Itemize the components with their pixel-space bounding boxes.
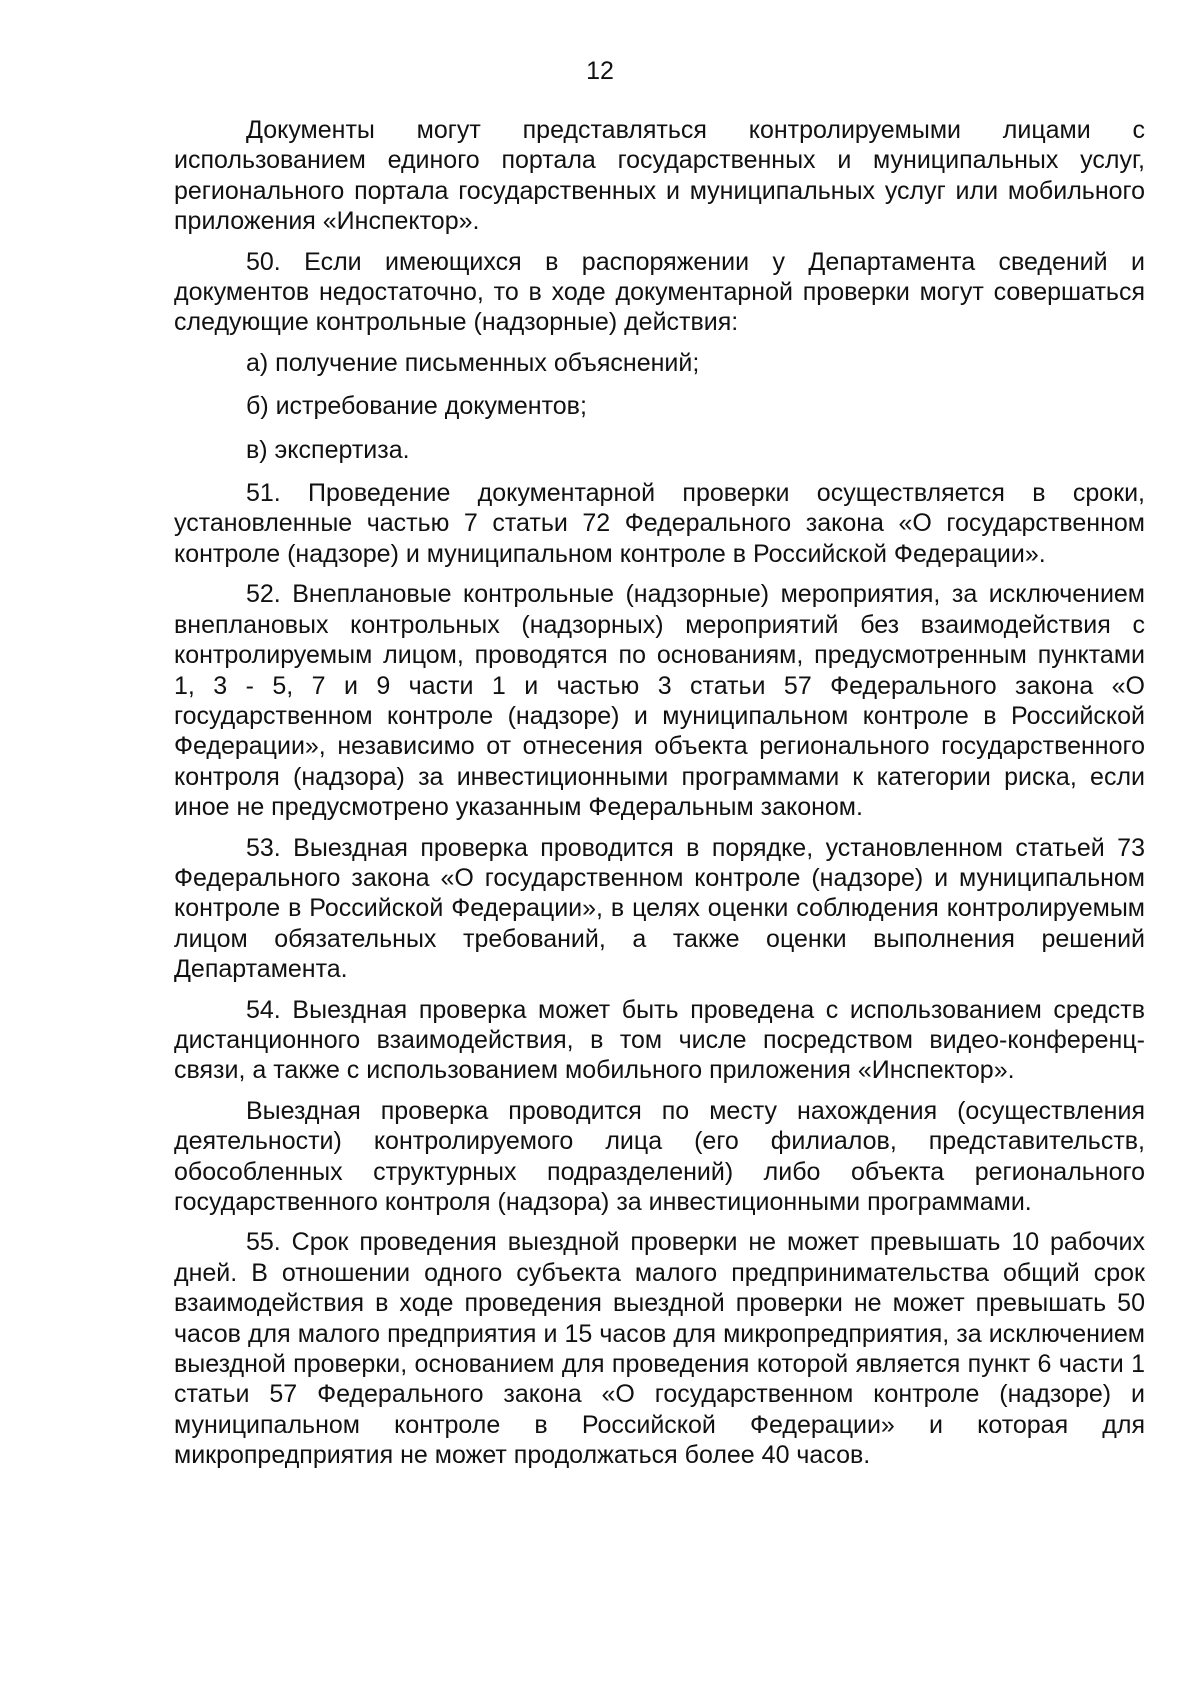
paragraph-55: 55. Срок проведения выездной проверки не может превышать 10 рабочих дней. В отношении одного субъекта малого предпринимательства общий срок взаимодействия в ходе проведения выездной проверки не может превышать 50 часов для малого предприятия и 15 часов для микропредприятия, за исключением выездной проверки, основанием для проведения которой является пункт 6 части 1 статьи 57 Федерального закона «О государственном контроле (надзоре) и муниципальном контроле в Российской Федерации» и которая для микропредприятия не может продолжаться более 40 часов. — [174, 1228, 1145, 1470]
list-item-v: в) экспертиза. — [246, 435, 410, 464]
document-body — [174, 115, 1145, 1481]
page-number: 12 — [586, 57, 614, 85]
list-item-b: б) истребование документов; — [246, 392, 587, 421]
paragraph-54: 54. Выездная проверка может быть проведена с использованием средств дистанционного взаимодействия, в том числе посредством видео-конференц-связи, а также с использованием мобильного приложения «Инспектор». — [174, 995, 1145, 1085]
paragraph-51: 51. Проведение документарной проверки осуществляется в сроки, установленные частью 7 статьи 72 Федерального закона «О государственном контроле (надзоре) и муниципальном контроле в Российской Федерации». — [174, 479, 1145, 568]
paragraph-documents-submission: Документы могут представляться контролируемыми лицами с использованием единого портала государственных и муниципальных услуг, регионального портала государственных и муниципальных услуг или мобильного приложения «Инспектор». — [174, 116, 1145, 236]
paragraph-50: 50. Если имеющихся в распоряжении у Департамента сведений и документов недостаточно, то в ходе документарной проверки могут совершаться следующие контрольные (надзорные) действия: — [174, 247, 1145, 337]
list-item-a: а) получение письменных объяснений; — [246, 348, 700, 377]
paragraph-52: 52. Внеплановые контрольные (надзорные) мероприятия, за исключением внеплановых контрольных (надзорных) мероприятий без взаимодействия с контролируемым лицом, проводятся по основаниям, предусмотренным пунктами 1, 3 - 5, 7 и 9 части 1 и частью 3 статьи 57 Федерального закона «О государственном контроле (надзоре) и муниципальном контроле в Российской Федерации», независимо от отнесения объекта регионального государственного контроля (надзора) за инвестиционными программами к категории риска, если иное не предусмотрено указанным Федеральным законом. — [174, 580, 1145, 822]
paragraph-inspection-location: Выездная проверка проводится по месту нахождения (осуществления деятельности) контролируемого лица (его филиалов, представительств, обособленных структурных подразделений) либо объекта регионального государственного контроля (надзора) за инвестиционными программами. — [174, 1096, 1145, 1216]
paragraph-53: 53. Выездная проверка проводится в порядке, установленном статьей 73 Федерального закона «О государственном контроле (надзоре) и муниципальном контроле в Российской Федерации», в целях оценки соблюдения контролируемым лицом обязательных требований, а также оценки выполнения решений Департамента. — [174, 833, 1145, 984]
